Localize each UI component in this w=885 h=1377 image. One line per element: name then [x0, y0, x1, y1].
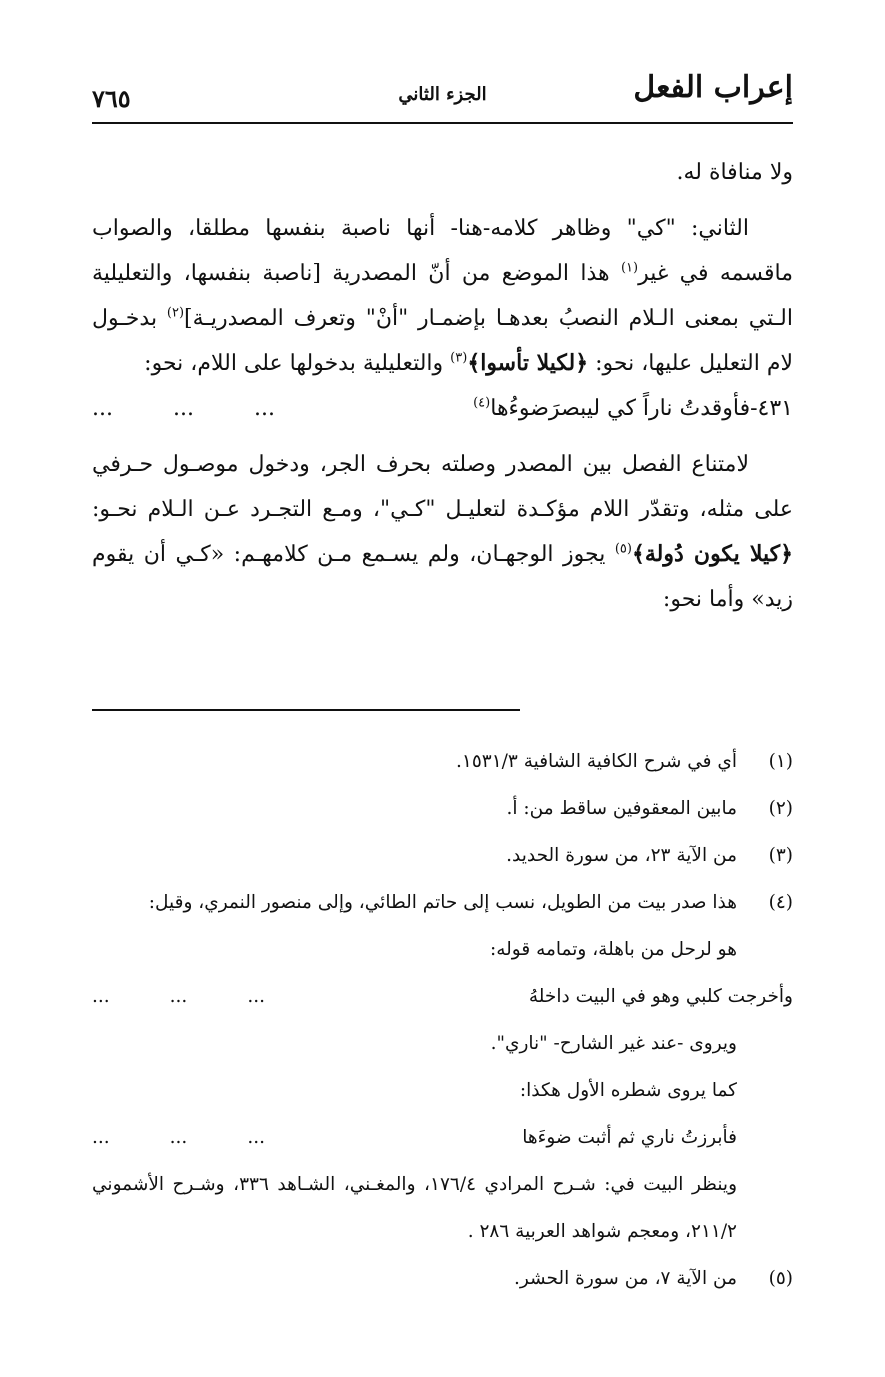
ellipsis: ... [92, 1127, 110, 1148]
footnote-number: (٥) [768, 1268, 793, 1289]
footnote-text: مابين المعقوفين ساقط من: أ. [506, 798, 737, 819]
verse-text: ٤٣١-فأوقدتُ ناراً كي ليبصرَضوءُها [490, 396, 793, 421]
paragraph-2 [92, 442, 793, 622]
verse-text: وأخرجت كلبي وهو في البيت داخلهُ [528, 986, 793, 1007]
ref-1: (١) [620, 260, 639, 276]
verse-ellipses [92, 386, 275, 431]
section-title: إعراب الفعل [633, 70, 793, 105]
footnote-5 [92, 1255, 793, 1302]
footnote-4-line-5: كما يروى شطره الأول هكذا: [519, 1080, 737, 1101]
ellipsis: ... [169, 1127, 188, 1148]
footnote-text: من الآية ٢٣، من سورة الحديد. [506, 845, 737, 866]
ellipsis: ... [247, 1127, 265, 1148]
paragraph-1 [92, 206, 793, 386]
footnote-number: (٤) [768, 892, 793, 913]
footnote-1 [92, 738, 793, 785]
main-text [92, 150, 793, 622]
quran-quote-1: ﴿لكيلا تأسوا﴾ [467, 350, 589, 376]
footnote-4-line-4: ويروى -عند غير الشارح- "ناري". [490, 1033, 737, 1054]
verse-text: فأبرزتُ ناري ثم أثبت ضوءَها [522, 1127, 737, 1148]
verse-ellipses [92, 973, 265, 1020]
ellipsis: ... [169, 986, 188, 1007]
p2-part-a: لامتناع الفصل بين المصدر وصلته بحرف الجر، ودخول موصـول حـرفي على مثله، وتقدّر اللام مؤكـدة لتعليـل "كـي"، ومـع التجـرد عـن الـلام نحـو: [92, 452, 793, 522]
opening-line: ولا منافاة له. [676, 160, 793, 185]
ref-2: (٢) [166, 305, 185, 321]
p1-part-c: بدخـول لام التعليل عليها، نحو: [92, 306, 793, 376]
footnote-2 [92, 785, 793, 832]
footnote-text: أي في شرح الكافية الشافية ١٥٣١/٣. [456, 751, 737, 772]
ellipsis: ... [247, 986, 265, 1007]
p1-part-a: الثاني: "كي" وظاهر كلامه-هنا- أنها ناصبة بنفسها مطلقا، والصواب ماقسمه في غير [92, 216, 793, 286]
verse-431 [92, 386, 793, 431]
footnote-text: من الآية ٧، من سورة الحشر. [513, 1268, 737, 1289]
ref-3: (٣) [450, 350, 468, 366]
ellipsis: ... [172, 396, 194, 421]
ellipsis: ... [92, 986, 110, 1007]
footnote-4-verse-2 [92, 1114, 793, 1161]
footnote-4 [92, 879, 793, 926]
footnote-4-verse-1 [92, 973, 793, 1020]
footnotes [92, 738, 793, 1302]
p1-part-b: هذا الموضع من أنّ المصدرية [ناصبة بنفسها، والتعليلية الـتي بمعنى الـلام النصبُ بعدهـا بإضمـار "أنْ" وتعرف المصدريـة] [92, 261, 793, 331]
p2-part-b: يجوز الوجهـان، ولم يسـمع مـن كلامهـم: «كـي أن يقوم زيد» وأما نحو: [92, 542, 793, 612]
volume-title: الجزء الثاني [398, 84, 487, 105]
page-header [92, 62, 793, 124]
page-number: ٧٦٥ [92, 84, 131, 113]
footnote-number: (٢) [768, 798, 793, 819]
p1-part-d: والتعليلية بدخولها على اللام، نحو: [144, 351, 451, 376]
quran-quote-2: ﴿كيلا يكون دُولة﴾ [631, 541, 793, 567]
footnote-4-line-7: وينظر البيت في: شـرح المرادي ١٧٦/٤، والمغـني، الشـاهد ٣٣٦، وشـرح الأشموني ٢١١/٢، ومعجم شواهد العربية ٢٨٦ . [92, 1174, 737, 1242]
footnote-number: (١) [768, 751, 793, 772]
verse-ellipses [92, 1114, 265, 1161]
ref-4: (٤) [473, 395, 491, 411]
footnote-divider [92, 709, 520, 711]
footnote-4-line-2: هو لرحل من باهلة، وتمامه قوله: [490, 939, 737, 960]
footnote-number: (٣) [768, 845, 793, 866]
ellipsis: ... [253, 396, 275, 421]
footnote-3 [92, 832, 793, 879]
ref-5: (٥) [614, 541, 632, 557]
footnote-text: هذا صدر بيت من الطويل، نسب إلى حاتم الطائي، وإلى منصور النمري، وقيل: [148, 892, 737, 913]
ellipsis: ... [92, 396, 113, 421]
